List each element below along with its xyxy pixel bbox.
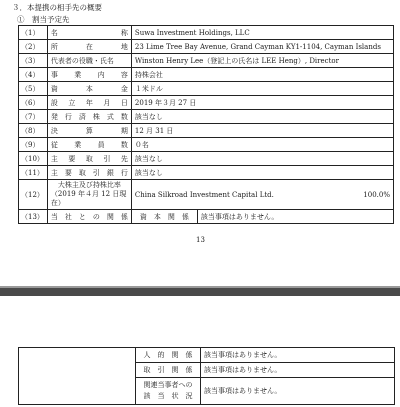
row-label-char: 要 — [68, 154, 76, 163]
row-label-char: 立 — [68, 98, 76, 107]
row-value: 持株会社 — [131, 68, 393, 82]
row-label-line: 在） — [50, 199, 65, 207]
row-label-char: 式 — [106, 112, 114, 121]
row-label-char: と — [78, 212, 86, 221]
row-label — [47, 180, 131, 210]
row-number: （6） — [19, 96, 48, 110]
row-label-char: 在 — [85, 42, 93, 51]
relationship-continuation-table — [18, 347, 395, 405]
table-row — [19, 166, 394, 180]
table-row — [19, 96, 394, 110]
row-label-line: 該 当 状 況 — [143, 392, 193, 400]
row-label-char: 代表者の役職・氏名 — [50, 56, 114, 65]
row-number: （3） — [19, 54, 48, 68]
row-label — [47, 82, 131, 96]
row-value: Suwa Investment Holdings, LLC — [131, 26, 393, 40]
row-label-char: 金 — [120, 84, 128, 93]
row-label-line: （2019 年４月 12 日現 — [50, 190, 127, 198]
row-label-char: 数 — [120, 140, 128, 149]
row-label — [47, 68, 131, 82]
sub-heading: ① 割当予定先 — [17, 15, 70, 24]
row-label-char: 引 — [92, 168, 100, 177]
row-label — [47, 110, 131, 124]
row-value: 該当事項はありません。 — [201, 378, 395, 405]
row-label-char: 銀 — [106, 168, 114, 177]
row-label-char: 主 — [50, 168, 58, 177]
blank-cell — [19, 348, 136, 405]
row-label-char: 算 — [85, 126, 93, 135]
row-label-char: 社 — [64, 212, 72, 221]
row-label-char: 資 — [50, 84, 58, 93]
row-number: （5） — [19, 82, 48, 96]
row-label — [47, 124, 131, 138]
table-row — [19, 54, 394, 68]
row-label-line: 関連当事者への — [143, 381, 193, 389]
row-label-char: 期 — [120, 126, 128, 135]
table-row — [19, 348, 395, 363]
row-label-char: 業 — [74, 70, 82, 79]
row-label-char: 名 — [50, 28, 58, 37]
row-label — [47, 96, 131, 110]
row-number: （13） — [19, 210, 48, 224]
allottee-overview-table — [18, 25, 394, 224]
row-number: （10） — [19, 152, 48, 166]
row-label — [47, 26, 131, 40]
row-label-char: 従 — [50, 140, 58, 149]
shareholder-name: China Silkroad Investment Capital Ltd. — [134, 190, 274, 199]
row-number: （8） — [19, 124, 48, 138]
row-label-char: 行 — [120, 168, 128, 177]
row-label — [47, 166, 131, 180]
row-value: １米ドル — [131, 82, 393, 96]
row-label-char: 関 — [106, 212, 114, 221]
row-value: 該当なし — [131, 110, 393, 124]
section-heading: ３．本提携の相手先の概要 — [12, 3, 102, 12]
row-number: （7） — [19, 110, 48, 124]
row-label-char: 取 — [85, 154, 93, 163]
row-label-char: 地 — [120, 42, 128, 51]
row-label — [47, 152, 131, 166]
row-label-char: 容 — [120, 70, 128, 79]
row-label-char: 済 — [78, 112, 86, 121]
table-row — [19, 110, 394, 124]
page-separator — [0, 288, 400, 296]
row-label — [47, 210, 131, 224]
row-value: Winston Henry Lee（登記上の氏名は LEE Heng）, Director — [131, 54, 393, 68]
row-number: （4） — [19, 68, 48, 82]
row-label-char: 内 — [97, 70, 105, 79]
table-row-relationship — [19, 210, 394, 224]
row-label: 取 引 関 係 — [136, 363, 201, 378]
row-label-char: 引 — [103, 154, 111, 163]
row-number: （12） — [19, 180, 48, 210]
row-label-char: 数 — [120, 112, 128, 121]
row-label-char: 当 — [50, 212, 58, 221]
table-row — [19, 138, 394, 152]
row-label-char: 年 — [85, 98, 93, 107]
row-label-char: 日 — [120, 98, 128, 107]
row-label — [47, 54, 131, 68]
row-label-char: 主 — [50, 154, 58, 163]
shareholding-percent: 100.0% — [363, 190, 390, 199]
table-row — [19, 68, 394, 82]
row-sublabel: 資 本 関 係 — [131, 210, 197, 224]
row-number: （11） — [19, 166, 48, 180]
row-value: 該当事項はありません。 — [197, 210, 393, 224]
row-label-char: 所 — [50, 42, 58, 51]
row-label-char: 発 — [50, 112, 58, 121]
row-number: （9） — [19, 138, 48, 152]
row-label-char: 要 — [64, 168, 72, 177]
row-label-line: 大株主及び持株比率 — [57, 181, 121, 189]
table-row — [19, 40, 394, 54]
row-value: ０名 — [131, 138, 393, 152]
row-value: 該当事項はありません。 — [201, 348, 395, 363]
row-label-char: 本 — [85, 84, 93, 93]
row-label-char: 設 — [50, 98, 58, 107]
row-value — [131, 180, 393, 210]
row-label: 人 的 関 係 — [136, 348, 201, 363]
row-label-char: 員 — [97, 140, 105, 149]
row-label-char: 月 — [103, 98, 111, 107]
row-label-char: 業 — [74, 140, 82, 149]
row-label — [47, 138, 131, 152]
row-label-char: 取 — [78, 168, 86, 177]
table-row-major-shareholder — [19, 180, 394, 210]
row-label-char: の — [92, 212, 100, 221]
row-number: （1） — [19, 26, 48, 40]
table-row — [19, 152, 394, 166]
row-label — [136, 378, 201, 405]
page-number: 13 — [196, 236, 205, 244]
row-label-char: 先 — [120, 154, 128, 163]
table-row — [19, 26, 394, 40]
row-value: 23 Lime Tree Bay Avenue, Grand Cayman KY1-1104, Cayman Islands — [131, 40, 393, 54]
row-label-char: 行 — [64, 112, 72, 121]
row-value: 該当なし — [131, 166, 393, 180]
row-label-char: 株 — [92, 112, 100, 121]
row-label-char: 称 — [120, 28, 128, 37]
row-label — [47, 40, 131, 54]
row-label-char: 係 — [120, 212, 128, 221]
row-value: 該当なし — [131, 152, 393, 166]
row-value: 該当事項はありません。 — [201, 363, 395, 378]
table-row — [19, 82, 394, 96]
row-label-char: 決 — [50, 126, 58, 135]
row-value: 12 月 31 日 — [131, 124, 393, 138]
row-label-char: 事 — [50, 70, 58, 79]
table-row — [19, 124, 394, 138]
row-value: 2019 年３月 27 日 — [131, 96, 393, 110]
row-number: （2） — [19, 40, 48, 54]
